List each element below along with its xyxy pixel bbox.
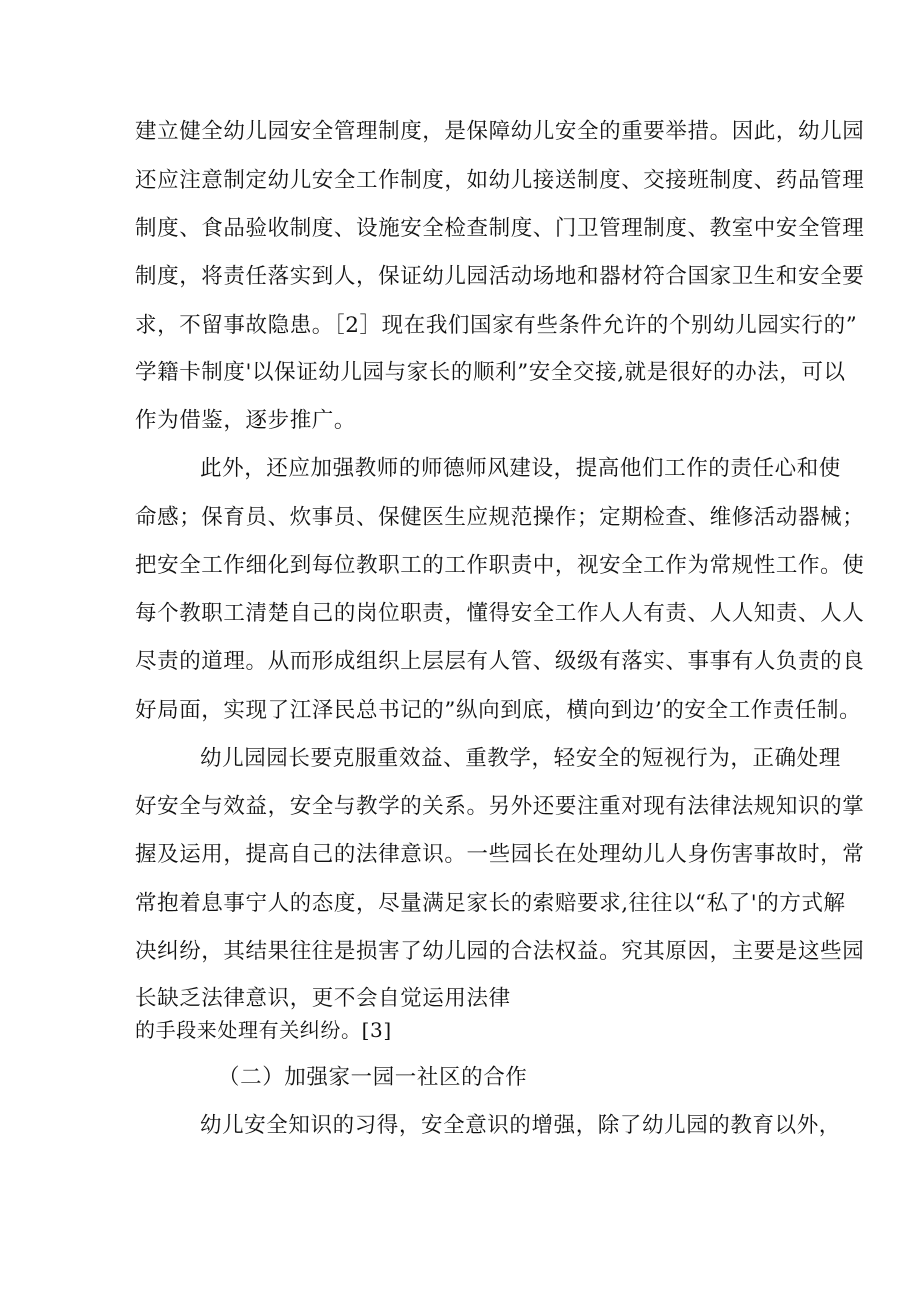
paragraph-3-line-5: 决纠纷，其结果往往是损害了幼儿园的合法权益。究其原因，主要是这些园	[135, 939, 865, 964]
paragraph-3-line-3: 握及运用，提高自己的法律意识。一些园长在处理幼儿人身伤害事故时，常	[135, 842, 865, 867]
paragraph-4-line-1: 幼儿安全知识的习得，安全意识的增强，除了幼儿园的教育以外，	[200, 1113, 841, 1138]
section-heading: （二）加强家一园一社区的合作	[218, 1065, 528, 1090]
paragraph-2-line-1: 此外，还应加强教师的师德师风建设，提高他们工作的责任心和使	[200, 456, 841, 481]
paragraph-2-line-6: 好局面，实现了江泽民总书记的”纵向到底，横向到边’的安全工作责任制。	[135, 698, 862, 723]
paragraph-2-line-2: 命感；保育员、炊事员、保健医生应规范操作；定期检查、维修活动器械；	[135, 505, 865, 530]
paragraph-3-line-1: 幼儿园园长要克服重效益、重教学，轻安全的短视行为，正确处理	[200, 746, 841, 771]
paragraph-3-line-4: 常抱着息事宁人的态度，尽量满足家长的索赔要求,往往以“私了'的方式解	[135, 891, 846, 916]
paragraph-1-line-7: 作为借鉴，逐步推广。	[135, 408, 357, 433]
paragraph-1-line-4: 制度，将责任落实到人，保证幼儿园活动场地和器材符合国家卫生和安全要	[135, 264, 865, 289]
paragraph-1-line-1: 建立健全幼儿园安全管理制度，是保障幼儿安全的重要举措。因此，幼儿园	[135, 119, 865, 144]
paragraph-3-line-7: 的手段来处理有关纠纷。[3]	[135, 1018, 392, 1042]
paragraph-2-line-5: 尽责的道理。从而形成组织上层层有人管、级级有落实、事事有人负责的良	[135, 649, 865, 674]
paragraph-3-line-2: 好安全与效益，安全与教学的关系。另外还要注重对现有法律法规知识的掌	[135, 794, 865, 819]
paragraph-2-line-3: 把安全工作细化到每位教职工的工作职责中，视安全工作为常规性工作。使	[135, 553, 865, 578]
paragraph-1-line-5: 求，不留事故隐患。［2］现在我们国家有些条件允许的个别幼儿园实行的”	[135, 313, 858, 338]
paragraph-1-line-6: 学籍卡制度'以保证幼儿园与家长的顺利”安全交接,就是很好的办法，可以	[135, 360, 846, 385]
paragraph-1-line-2: 还应注意制定幼儿安全工作制度，如幼儿接送制度、交接班制度、药品管理	[135, 168, 865, 193]
paragraph-3-line-6: 长缺乏法律意识，更不会自觉运用法律	[135, 986, 511, 1011]
paragraph-1-line-3: 制度、食品验收制度、设施安全检查制度、门卫管理制度、教室中安全管理	[135, 216, 865, 241]
paragraph-2-line-4: 每个教职工清楚自己的岗位职责，懂得安全工作人人有责、人人知责、人人	[135, 601, 865, 626]
